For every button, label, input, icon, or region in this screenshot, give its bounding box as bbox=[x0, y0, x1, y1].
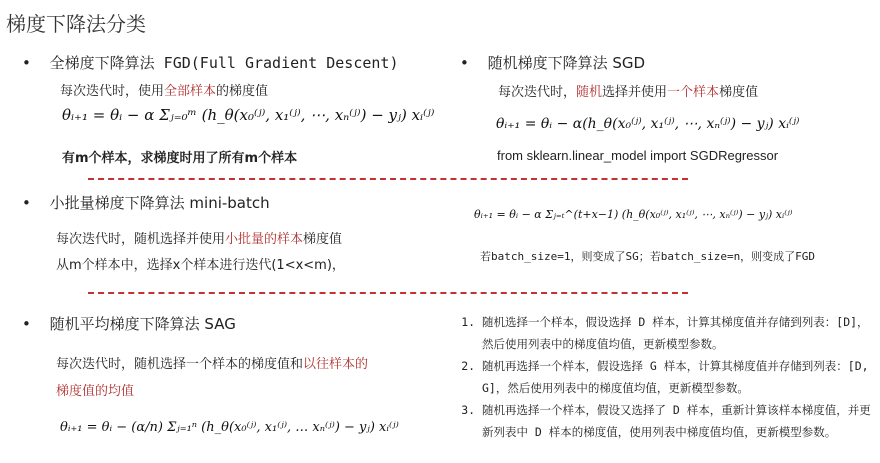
fgd-desc-highlight: 全部样本 bbox=[164, 84, 217, 99]
sag-description-2: 梯度值的均值 bbox=[56, 384, 135, 399]
sgd-desc-text-end: 梯度值 bbox=[719, 85, 759, 100]
mini-batch-description-2: 从m个样本中，选择x个样本进行迭代(1<x<m)， bbox=[56, 258, 345, 273]
bullet-dot-icon: • bbox=[22, 315, 31, 333]
sag-steps-list bbox=[462, 311, 878, 443]
bullet-dot-icon: • bbox=[460, 54, 469, 72]
fgd-description bbox=[60, 80, 268, 99]
sgd-desc-highlight-sample: 一个样本 bbox=[667, 85, 720, 100]
list-item: 1. 随机选择一个样本，假设选择 D 样本，计算其梯度值并存储到列表：[D]，然后使用列表中的梯度值均值，更新模型参数。 bbox=[482, 311, 878, 355]
mini-batch-heading: 小批量梯度下降算法 mini-batch bbox=[49, 194, 270, 212]
fgd-formula: θᵢ₊₁ = θᵢ − α Σⱼ₌₀ᵐ (h_θ(x₀⁽ʲ⁾, x₁⁽ʲ⁾, ⋯, xₙ⁽ʲ⁾) − yⱼ) xᵢ⁽ʲ⁾ bbox=[62, 106, 435, 124]
sag-heading: 随机平均梯度下降算法 SAG bbox=[49, 315, 236, 333]
mini-desc-highlight: 小批量的样本 bbox=[225, 232, 304, 247]
list-item: 2. 随机再选择一个样本，假设选择 G 样本，计算其梯度值并存储到列表：[D, G]，然后使用列表中的梯度值均值，更新模型参数。 bbox=[482, 355, 878, 399]
bullet-dot-icon: • bbox=[22, 194, 31, 212]
mini-batch-description bbox=[56, 228, 342, 247]
fgd-note: 有m个样本，求梯度时用了所有m个样本 bbox=[62, 151, 298, 166]
divider-line bbox=[88, 178, 688, 180]
sag-desc-text: 每次迭代时，随机选择一个样本的梯度值和 bbox=[56, 357, 304, 372]
mini-batch-formula: θᵢ₊₁ = θᵢ − α Σⱼ₌ₜ^(t+x−1) (h_θ(x₀⁽ʲ⁾, x₁⁽ʲ⁾, ⋯, xₙ⁽ʲ⁾) − yⱼ) xᵢ⁽ʲ⁾ bbox=[474, 208, 793, 221]
sgd-formula: θᵢ₊₁ = θᵢ − α(h_θ(x₀⁽ʲ⁾, x₁⁽ʲ⁾, ⋯, xₙ⁽ʲ⁾) − yⱼ) xᵢ⁽ʲ⁾ bbox=[496, 116, 800, 132]
sgd-desc-text-mid: 选择并使用 bbox=[602, 85, 668, 100]
mini-desc-text: 每次迭代时，随机选择并使用 bbox=[56, 232, 226, 247]
mini-batch-note: 若batch_size=1，则变成了SG；若batch_size=n，则变成了FGD bbox=[480, 250, 816, 263]
sag-formula: θᵢ₊₁ = θᵢ − (α/n) Σⱼ₌₁ⁿ (h_θ(x₀⁽ʲ⁾, x₁⁽ʲ⁾, … xₙ⁽ʲ⁾) − yⱼ) xᵢ⁽ʲ⁾ bbox=[60, 420, 399, 435]
sgd-heading: 随机梯度下降算法 SGD bbox=[487, 54, 646, 72]
divider-line bbox=[88, 292, 688, 294]
mini-desc-text-end: 梯度值 bbox=[303, 232, 343, 247]
sgd-description bbox=[498, 81, 758, 100]
fgd-desc-text-end: 的梯度值 bbox=[216, 84, 269, 99]
mini-batch-section bbox=[22, 192, 270, 213]
sgd-desc-text: 每次迭代时， bbox=[498, 85, 577, 100]
sag-description bbox=[56, 353, 368, 372]
sgd-section bbox=[460, 52, 645, 73]
page-title: 梯度下降法分类 bbox=[6, 12, 146, 36]
list-item: 3. 随机再选择一个样本，假设又选择了 D 样本，重新计算该样本梯度值，并更新列表中 D 样本的梯度值，使用列表中梯度值均值，更新模型参数。 bbox=[482, 399, 878, 443]
sag-steps bbox=[462, 311, 878, 443]
fgd-heading: 全梯度下降算法 FGD(Full Gradient Descent) bbox=[49, 54, 399, 72]
sag-desc-highlight: 以往样本的 bbox=[303, 357, 369, 372]
sag-section bbox=[22, 313, 236, 334]
fgd-section bbox=[22, 52, 398, 73]
fgd-desc-text: 每次迭代时，使用 bbox=[60, 84, 165, 99]
sgd-code: from sklearn.linear_model import SGDRegressor bbox=[497, 148, 779, 163]
sgd-desc-highlight-random: 随机 bbox=[576, 85, 603, 100]
bullet-dot-icon: • bbox=[22, 54, 31, 72]
